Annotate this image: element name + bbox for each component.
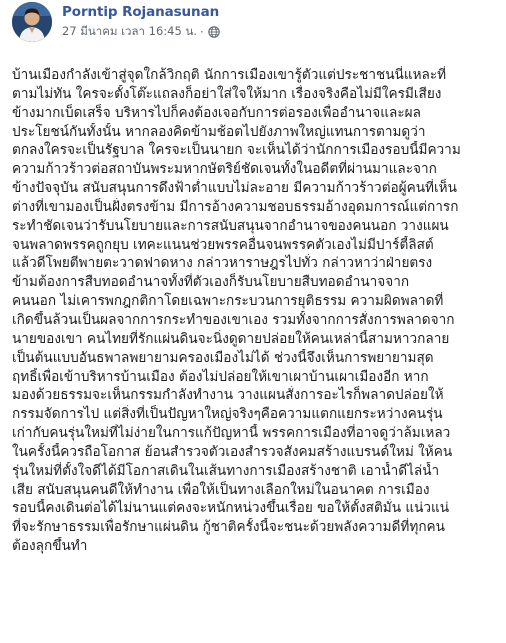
post-meta <box>62 24 220 40</box>
post-timestamp-link[interactable]: 27 มีนาคม เวลา 16:45 น. <box>62 24 197 38</box>
body-line: ต่างที่เขามองเป็นฝั่งตรงข้าม มีการอ้างความชอบธรรมอ้างอุดมการณ์แต่การก <box>12 198 459 215</box>
post-header <box>0 0 506 50</box>
body-line: บ้านเมืองกำลังเข้าสู่จุดใกล้วิกฤติ นักการเมืองเขารู้ตัวแต่ประชาชนนี่แหละที่ <box>12 67 447 83</box>
author-name-link[interactable]: Porntip Rojanasunan <box>62 4 220 20</box>
body-line: ที่จะรักษาธรรมเพื่อรักษาแผ่นดิน กู้ชาติครั้งนี้จะชนะด้วยพลังความดีที่ทุกคน <box>12 519 445 536</box>
body-line: ในครั้งนี้ควรถือโอกาส ย้อนสำรวจตัวเองสำรวจสังคมสร้างแบรนด์ใหม่ ให้คน <box>12 443 453 460</box>
body-line: เกิดขึ้นล้วนเป็นผลจากการกระทำของเขาเอง รวมทั้งจากการสั่งการพลาดจาก <box>12 311 455 328</box>
body-line: คนนอก ไม่เคารพกฎกติกาโดยเฉพาะกระบวนการยุติธรรม ความผิดพลาดที่ <box>12 293 444 310</box>
meta-separator: · <box>199 25 204 39</box>
body-line: กรรมจัดการไป แต่สิ่งที่เป็นปัญหาใหญ่จริงๆคือความแตกแยกระหว่างคนรุ่น <box>12 406 443 423</box>
body-line: ตกลงใครจะเป็นรัฐบาล ใครจะเป็นนายก จะเห็นได้ว่านักการเมืองรอบนี้มีความ <box>12 142 461 159</box>
post-body-text <box>12 66 500 556</box>
body-line: ความก้าวร้าวต่อสถาบันพระมหากษัตริย์ชัดเจนทั้งในอดีตที่ผ่านมาและจาก <box>12 161 437 178</box>
body-line: มองด้วยธรรมจะเห็นกรรมกำลังทำงาน วางแผนสั่งการอะไรก็พลาดปล่อยให้ <box>12 387 444 404</box>
body-line: เสีย สนับสนุนคนดีให้ทำงาน เพื่อให้เป็นทางเลือกใหม่ในอนาคต การเมือง <box>12 481 430 498</box>
body-line: ฤทธิ์เพื่อเข้าบริหารบ้านเมือง ต้องไม่ปล่อยให้เขาเผาบ้านเผาเมืองอีก หาก <box>12 368 429 385</box>
author-avatar[interactable] <box>12 2 52 42</box>
body-line: รอบนี้คงเดินต่อได้ไม่นานแต่คงจะหนักหน่วงขึ้นเรื่อย ขอให้ตั้งสติมั่น แน่วแน่ <box>12 500 450 517</box>
body-line: แล้วดีโพยตีพายตะวาดฟาดหาง กล่าวหาราษฎรไปทั่ว กล่าวหาว่าฝ่ายตรง <box>12 255 433 272</box>
body-line: ข้างปัจจุบัน สนับสนุนการดึงฟ้าต่ำแบบไม่ละอาย มีความก้าวร้าวต่อผู้คนที่เห็น <box>12 180 457 197</box>
body-line: ต้องลุกขึ้นทำ <box>12 538 88 555</box>
body-line: นายของเขา คนไทยที่รักแผ่นดินจะนิ่งดูดายปล่อยให้คนเหล่านี้สามหาวกลาย <box>12 330 450 347</box>
globe-icon[interactable] <box>208 26 220 38</box>
body-line: ข้างมากเบ็ดเสร็จ บริหารไปก็คงต้องเจอกับการต่อรองเพื่ออำนาจและผล <box>12 104 421 121</box>
body-line: รุ่นใหม่ที่ตั้งใจดีได้มีโอกาสเดินในเส้นทางการเมืองสร้างชาติ เอาน้ำดีไล่น้ำ <box>12 462 440 479</box>
body-line: ตามไม่ทัน ใครจะตั้งโต๊ะแถลงก็อย่าใส่ใจให้มาก เรื่องจริงคือไม่มีใครมีเสียง <box>12 85 442 102</box>
body-line: จนพลาดพรรคถูกยุบ เทคะแนนช่วยพรรคอื่นจนพรรคตัวเองไม่มีปาร์ตี้ลิสต์ <box>12 236 434 253</box>
avatar-photo-icon <box>12 2 52 42</box>
body-line: เป็นต้นแบบอันธพาลพยายามครองเมืองไม่ได้ ช่วงนี้จึงเห็นการพยายามสุด <box>12 349 434 366</box>
body-line: เก่ากับคนรุ่นใหม่ที่ไม่ง่ายในการแก้ปัญหานี้ พรรคการเมืองที่อาจดูว่าล้มเหลว <box>12 425 451 442</box>
body-line: ข้ามต้องการสืบทอดอำนาจทั้งที่ตัวเองก็รับนโยบายสืบทอดอำนาจจาก <box>12 274 410 291</box>
body-line: ประโยชน์กันทั้งนั้น หากลองคิดข้ามช้อตไปยังภาพใหญ่แทนการตามดูว่า <box>12 123 426 140</box>
body-line: ระทำชัดเจนว่ารับนโยบายและการสนับสนุนจากอำนาจของคนนอก วางแผน <box>12 217 449 234</box>
